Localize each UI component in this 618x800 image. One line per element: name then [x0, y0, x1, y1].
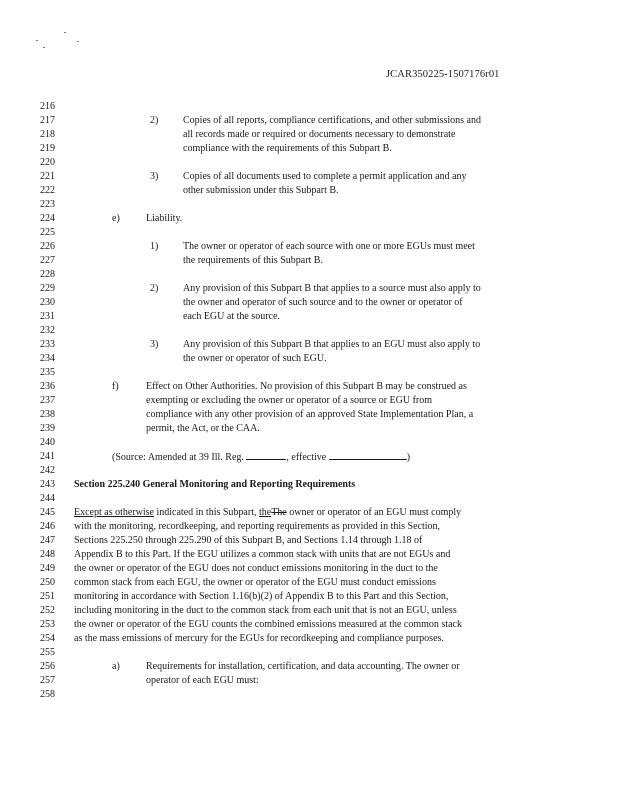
- effect-line: exempting or excluding the owner or operator of a source or EGU from: [146, 395, 433, 406]
- line-number: 231: [40, 311, 55, 322]
- line-number: 239: [40, 423, 55, 434]
- line-number: 228: [40, 269, 55, 280]
- requirements-line: operator of each EGU must:: [146, 675, 259, 686]
- reg-blank: [246, 450, 286, 460]
- item-2-number: 2): [150, 115, 159, 126]
- liability-item-number: 3): [150, 339, 159, 350]
- line-number: 235: [40, 367, 55, 378]
- line-number: 254: [40, 633, 55, 644]
- effect-line: compliance with any other provision of an approved State Implementation Plan, a: [146, 409, 474, 420]
- line-number: 232: [40, 325, 55, 336]
- liability-item-line: Any provision of this Subpart B that applies to a source must also apply to: [183, 283, 481, 294]
- line-number: 253: [40, 619, 55, 630]
- item-3-line: Copies of all documents used to complete a permit application and any: [183, 171, 467, 182]
- line-number: 227: [40, 255, 55, 266]
- source-note-prefix: (Source: Amended at 39 Ill. Reg.: [112, 452, 244, 463]
- effective-date-blank: [329, 450, 407, 460]
- line-number: 241: [40, 451, 55, 462]
- line-number: 251: [40, 591, 55, 602]
- source-note-middle: , effective: [286, 452, 327, 463]
- effect-line: Effect on Other Authorities. No provision of this Subpart B may be construed as: [146, 381, 467, 392]
- line-number: 246: [40, 521, 55, 532]
- liability-item-number: 2): [150, 283, 159, 294]
- liability-heading: Liability.: [146, 213, 183, 224]
- section-line: monitoring in accordance with Section 1.16(b)(2) of Appendix B to this Part and this Section,: [74, 591, 449, 602]
- line-number: 220: [40, 157, 55, 168]
- section-heading: Section 225.240 General Monitoring and Reporting Requirements: [74, 479, 356, 490]
- effect-line: permit, the Act, or the CAA.: [146, 423, 260, 434]
- source-note-suffix: ): [406, 452, 411, 463]
- line-number: 225: [40, 227, 55, 238]
- liability-item-line: each EGU at the source.: [183, 311, 280, 322]
- line-number: 257: [40, 675, 55, 686]
- line-number: 226: [40, 241, 55, 252]
- liability-item-number: 1): [150, 241, 159, 252]
- section-line: the owner or operator of the EGU does not conduct emissions monitoring in the duct to the: [74, 563, 438, 574]
- deleted-text: The: [271, 507, 287, 518]
- liability-letter: e): [112, 213, 120, 224]
- line-number: 249: [40, 563, 55, 574]
- line-number: 242: [40, 465, 55, 476]
- line-number: 219: [40, 143, 55, 154]
- scan-speck: [77, 41, 79, 42]
- section-line: including monitoring in the duct to the common stack from each unit that is not an EGU, unless: [74, 605, 457, 616]
- line-number: 221: [40, 171, 55, 182]
- section-text: indicated in this Subpart,: [153, 507, 259, 518]
- section-line: with the monitoring, recordkeeping, and reporting requirements as provided in this Section,: [74, 521, 441, 532]
- item-3-line: other submission under this Subpart B.: [183, 185, 339, 196]
- liability-item-line: Any provision of this Subpart B that applies to an EGU must also apply to: [183, 339, 481, 350]
- line-number: 234: [40, 353, 55, 364]
- scan-speck: [64, 32, 66, 33]
- item-3-number: 3): [150, 171, 159, 182]
- liability-item-line: the owner or operator of such EGU.: [183, 353, 327, 364]
- section-line: Appendix B to this Part. If the EGU utilizes a common stack with units that are not EGUs and: [74, 549, 451, 560]
- section-line: [74, 506, 461, 520]
- line-number: 250: [40, 577, 55, 588]
- section-line: common stack from each EGU, the owner or operator of the EGU must conduct emissions: [74, 577, 436, 588]
- line-number: 256: [40, 661, 55, 672]
- line-number: 223: [40, 199, 55, 210]
- line-number: 245: [40, 507, 55, 518]
- line-number: 247: [40, 535, 55, 546]
- line-number: 243: [40, 479, 55, 490]
- line-number: 217: [40, 115, 55, 126]
- section-line: as the mass emissions of mercury for the EGUs for recordkeeping and compliance purposes.: [74, 633, 444, 644]
- line-number: 238: [40, 409, 55, 420]
- line-number: 244: [40, 493, 55, 504]
- line-number: 233: [40, 339, 55, 350]
- item-2-line: Copies of all reports, compliance certifications, and other submissions and: [183, 115, 481, 126]
- liability-item-line: The owner or operator of each source with one or more EGUs must meet: [183, 241, 475, 252]
- line-number: 258: [40, 689, 55, 700]
- effect-letter: f): [112, 381, 119, 392]
- line-number: 237: [40, 395, 55, 406]
- line-number: 230: [40, 297, 55, 308]
- section-line: Sections 225.250 through 225.290 of this Subpart B, and Sections 1.14 through 1.18 of: [74, 535, 423, 546]
- line-number: 248: [40, 549, 55, 560]
- line-number: 236: [40, 381, 55, 392]
- inserted-text: the: [258, 507, 272, 518]
- item-2-line: all records made or required or documents necessary to demonstrate: [183, 129, 456, 140]
- line-number: 240: [40, 437, 55, 448]
- section-text: owner or operator of an EGU must comply: [286, 507, 462, 518]
- line-number: 224: [40, 213, 55, 224]
- scan-speck: [36, 40, 38, 41]
- line-number: 222: [40, 185, 55, 196]
- liability-item-line: the owner and operator of such source and to the owner or operator of: [183, 297, 463, 308]
- inserted-text: Except as otherwise: [74, 507, 154, 518]
- line-number: 252: [40, 605, 55, 616]
- line-number: 255: [40, 647, 55, 658]
- document-id-header: JCAR350225-1507176r01: [386, 69, 500, 80]
- liability-item-line: the requirements of this Subpart B.: [183, 255, 323, 266]
- requirements-line: Requirements for installation, certification, and data accounting. The owner or: [146, 661, 460, 672]
- item-2-line: compliance with the requirements of this Subpart B.: [183, 143, 392, 154]
- section-line: the owner or operator of the EGU counts the combined emissions measured at the common stack: [74, 619, 462, 630]
- scan-speck: [43, 47, 45, 48]
- source-note: [112, 450, 410, 465]
- requirements-letter: a): [112, 661, 120, 672]
- line-number: 229: [40, 283, 55, 294]
- line-number: 216: [40, 101, 55, 112]
- line-number: 218: [40, 129, 55, 140]
